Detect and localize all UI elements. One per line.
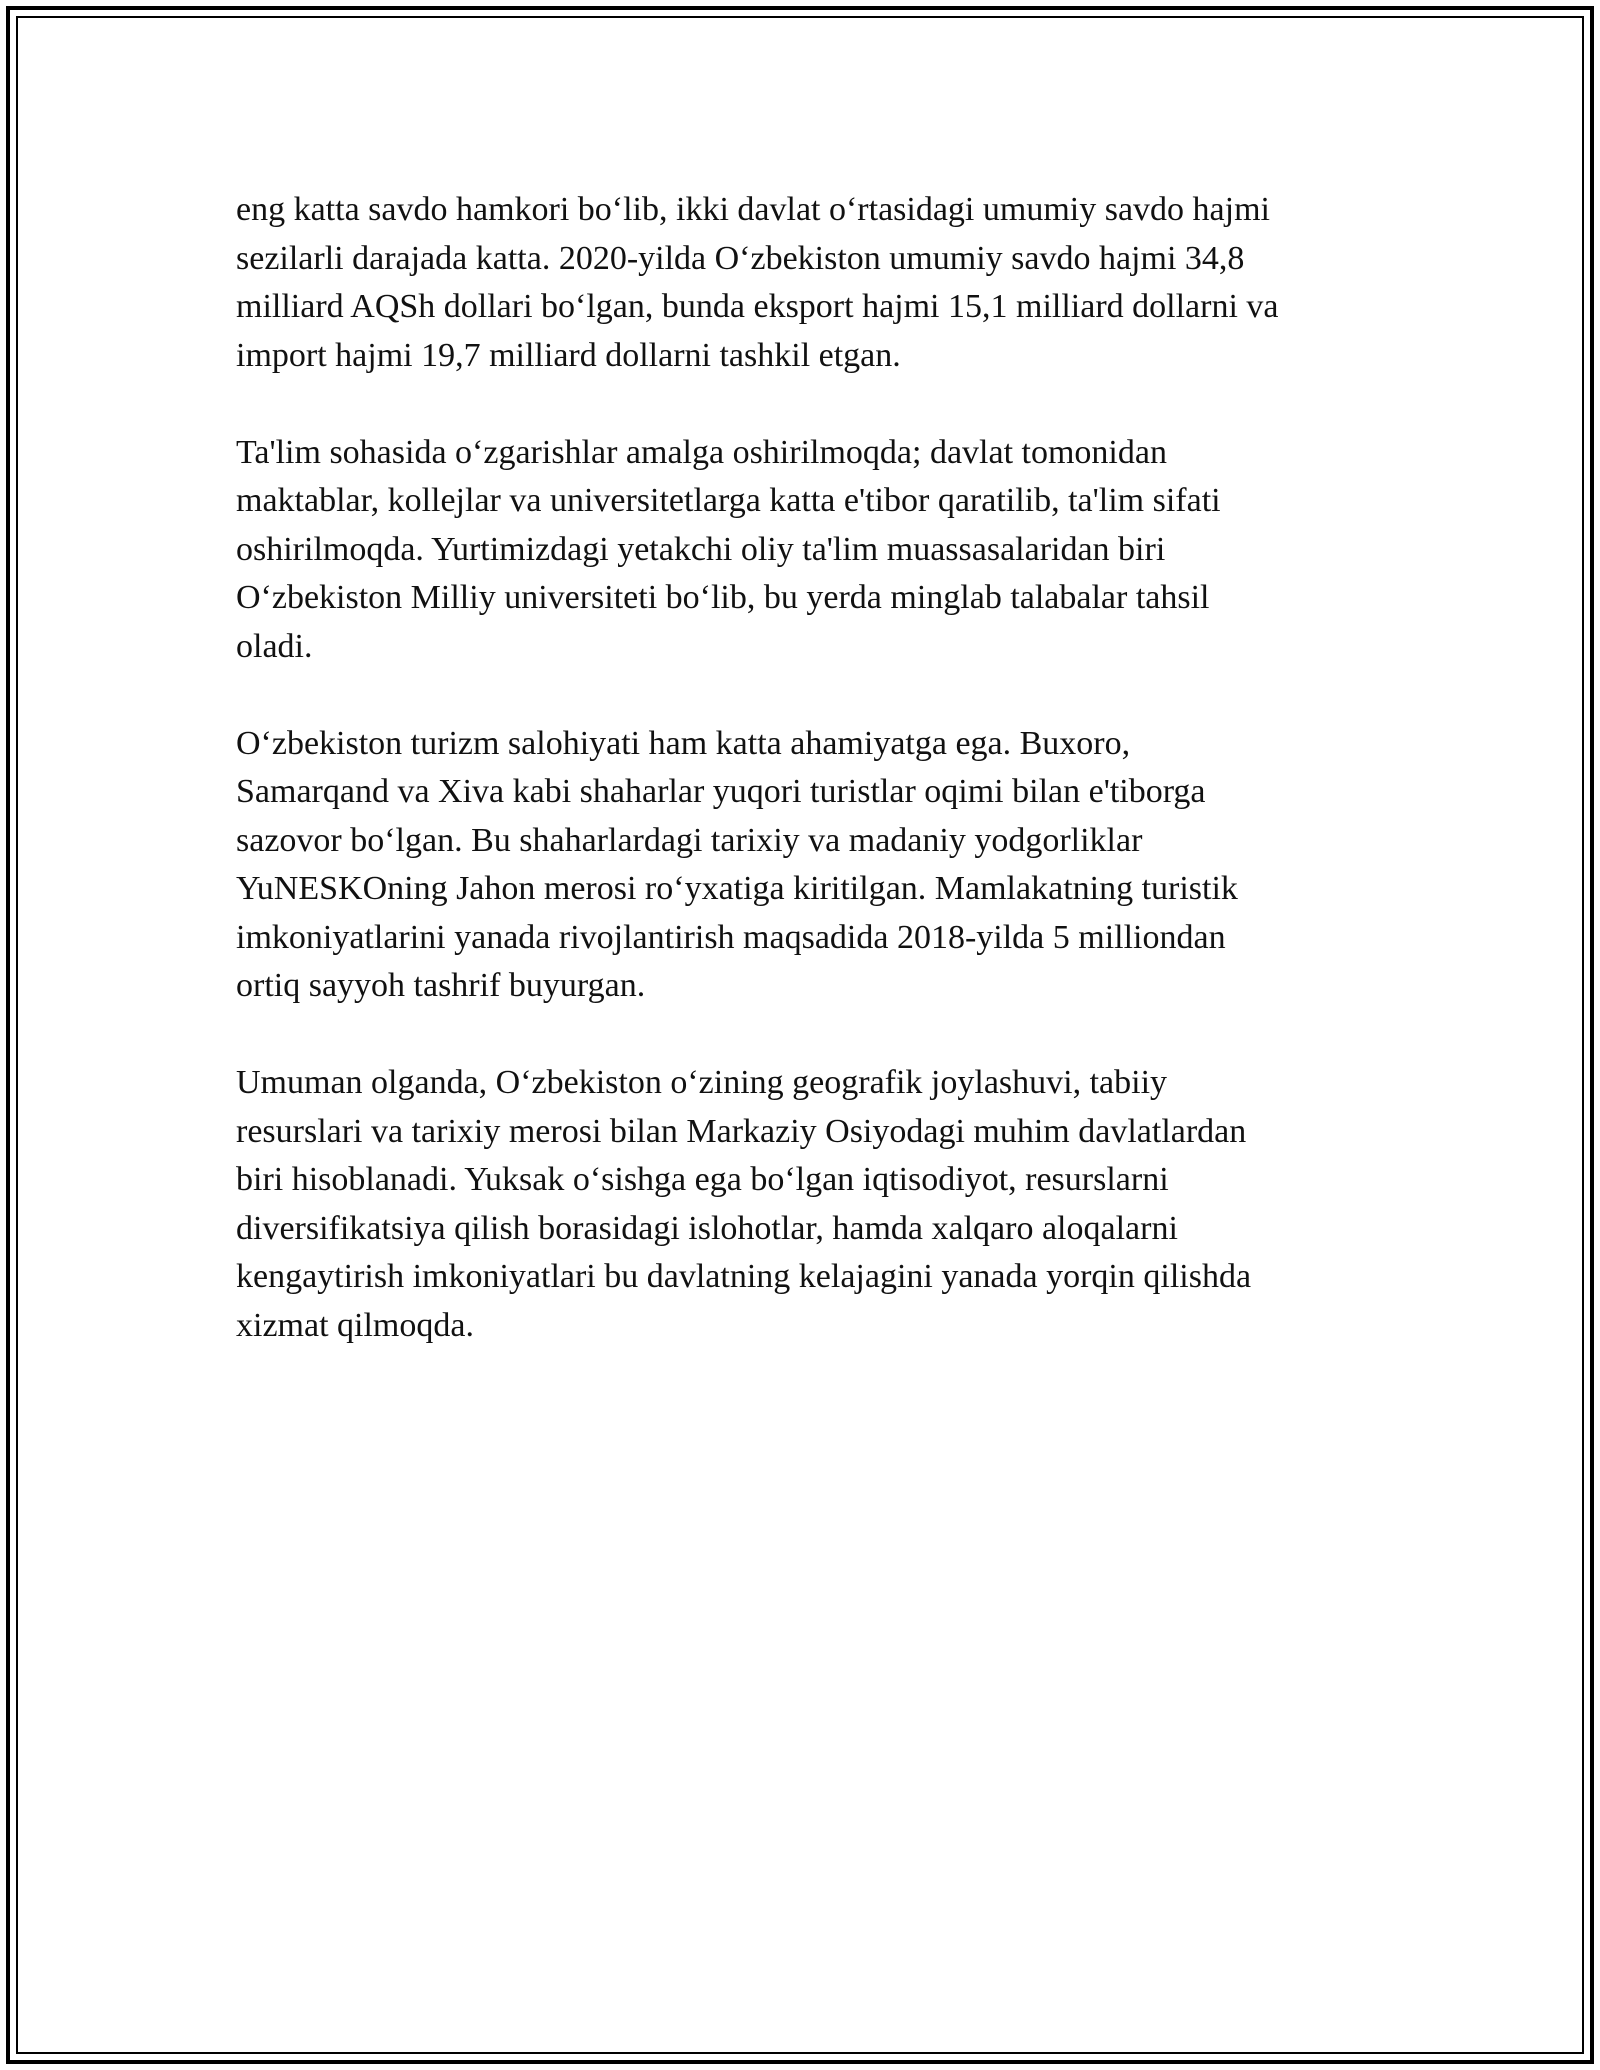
text-line: eng katta savdo hamkori bo‘lib, ikki davlat o‘rtasidagi umumiy savdo hajmi <box>236 191 1270 228</box>
text-line: xizmat qilmoqda. <box>236 1306 474 1344</box>
text-line: O‘zbekiston turizm salohiyati ham katta ahamiyatga ega. Buxoro, <box>236 724 1131 762</box>
text-line: diversifikatsiya qilish borasidagi islohotlar, hamda xalqaro aloqalarni <box>236 1209 1178 1247</box>
text-line: maktablar, kollejlar va universitetlarga katta e'tibor qaratilib, ta'lim sifati <box>236 482 1221 519</box>
text-line: Umuman olganda, O‘zbekiston o‘zining geografik joylashuvi, tabiiy <box>236 1064 1168 1101</box>
text-line: sezilarli darajada katta. 2020-yilda O‘zbekiston umumiy savdo hajmi 34,8 <box>236 239 1245 277</box>
text-line: kengaytirish imkoniyatlari bu davlatning kelajagini yanada yorqin qilishda <box>236 1258 1252 1295</box>
text-line: biri hisoblanadi. Yuksak o‘sishga ega bo‘lgan iqtisodiyot, resurslarni <box>236 1161 1169 1198</box>
paragraph-trade <box>236 186 1386 380</box>
paragraph-conclusion <box>236 1059 1386 1350</box>
text-line: sazovor bo‘lgan. Bu shaharlardagi tarixiy va madaniy yodgorliklar <box>236 821 1143 859</box>
text-line: YuNESKOning Jahon merosi ro‘yxatiga kiritilgan. Mamlakatning turistik <box>236 870 1238 907</box>
text-line: O‘zbekiston Milliy universiteti bo‘lib, bu yerda minglab talabalar tahsil <box>236 579 1210 616</box>
paragraph-education <box>236 429 1386 672</box>
document-body <box>236 186 1386 1399</box>
text-line: imkoniyatlarini yanada rivojlantirish maqsadida 2018-yilda 5 milliondan <box>236 918 1226 956</box>
text-line: milliard AQSh dollari bo‘lgan, bunda eksport hajmi 15,1 milliard dollarni va <box>236 288 1279 325</box>
text-line: ortiq sayyoh tashrif buyurgan. <box>236 967 646 1004</box>
text-line: resurslari va tarixiy merosi bilan Markaziy Osiyodagi muhim davlatlardan <box>236 1112 1247 1150</box>
text-line: Samarqand va Xiva kabi shaharlar yuqori turistlar oqimi bilan e'tiborga <box>236 773 1206 810</box>
text-line: oshirilmoqda. Yurtimizdagi yetakchi oliy ta'lim muassasalaridan biri <box>236 530 1166 568</box>
text-line: oladi. <box>236 627 313 665</box>
text-line: Ta'lim sohasida o‘zgarishlar amalga oshirilmoqda; davlat tomonidan <box>236 433 1167 471</box>
paragraph-tourism <box>236 720 1386 1011</box>
text-line: import hajmi 19,7 milliard dollarni tashkil etgan. <box>236 336 901 374</box>
